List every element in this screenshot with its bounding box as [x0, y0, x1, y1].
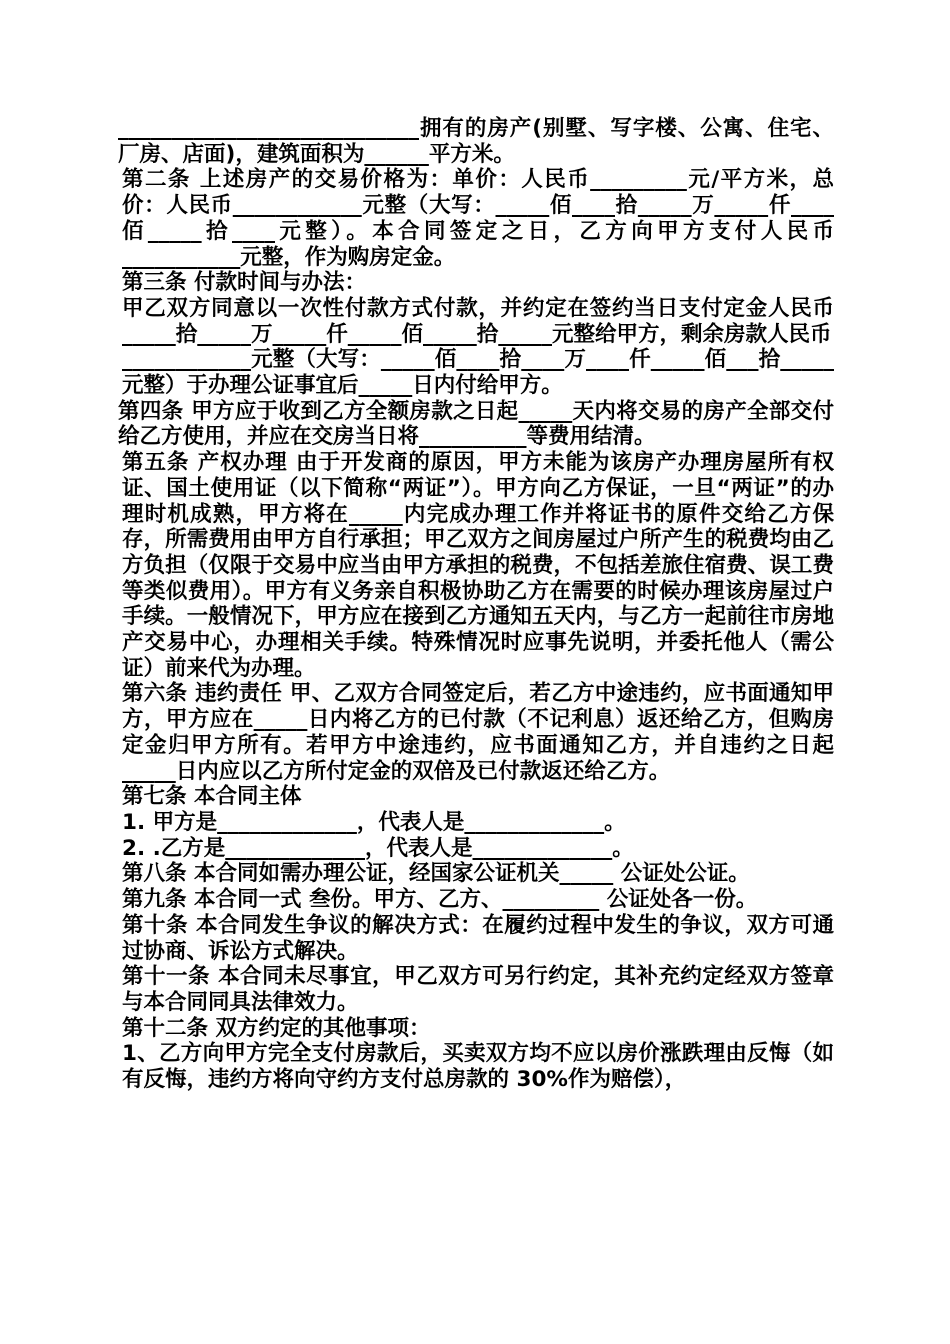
- article-7-item-2: 2. .乙方是_____________，代表人是_____________。: [122, 835, 634, 861]
- article-5: 第五条 产权办理 由于开发商的原因，甲方未能为该房产办理房屋所有权证、国土使用证（以下简称“两证”）。甲方向乙方保证，一旦“两证”的办理时机成熟，甲方将在_____内完成办理工作并将证书的原件交给乙方保存，所需费用由甲方自行承担；甲乙双方之间房屋过户所产生的税费均由乙方负担（仅限于交易中应当由甲方承担的税费，不包括差旅住宿费、误工费等类似费用）。甲方有义务亲自积极协助乙方在需要的时候办理该房屋过户手续。一般情况下，甲方应在接到乙方通知五天内，与乙方一起前往市房地产交易中心，办理相关手续。特殊情况时应事先说明，并委托他人（需公证）前来代为办理。: [122, 450, 834, 681]
- article-2: 第二条 上述房产的交易价格为：单价：人民币_________元/平方米，总价：人民币____________元整（大写：_____佰____拾_____万_____仟____佰_____拾____元整）。本合同签定之日，乙方向甲方支付人民币 ___________元整，作为购房定金。: [122, 167, 834, 270]
- article-4: 第四条 甲方应于收到乙方全额房款之日起_____天内将交易的房产全部交付给乙方使用，并应在交房当日将__________等费用结清。: [118, 398, 834, 450]
- article-3-continuation: ____________元整（大写：_____佰____拾____万____仟_____佰___拾_____元整）于办理公证事宜后_____日内付给甲方。: [122, 347, 834, 399]
- article-7-title: 第七条 本合同主体: [122, 784, 302, 810]
- article-6: 第六条 违约责任 甲、乙双方合同签定后，若乙方中途违约，应书面通知甲方，甲方应在_____日内将乙方的已付款（不记利息）返还给乙方，但购房定金归甲方所有。若甲方中途违约，应书面通知乙方，并自违约之日起_____日内应以乙方所付定金的双倍及已付款返还给乙方。: [122, 681, 834, 784]
- article-8: 第八条 本合同如需办理公证，经国家公证机关_____ 公证处公证。: [122, 861, 750, 887]
- article-9: 第九条 本合同一式 叁份。甲方、乙方、_________ 公证处各一份。: [122, 887, 758, 913]
- article-3-title: 第三条 付款时间与办法：: [122, 270, 366, 296]
- contract-body: [118, 116, 834, 1093]
- property-clause: ____________________________拥有的房产(别墅、写字楼、公寓、住宅、厂房、店面)，建筑面积为______平方米。: [118, 116, 834, 167]
- article-3-body: 甲乙双方同意以一次性付款方式付款，并约定在签约当日支付定金人民币_____拾_____万_____仟_____佰_____拾_____元整给甲方，剩余房款人民币: [122, 295, 834, 347]
- article-12-item-1: 1、乙方向甲方完全支付房款后，买卖双方均不应以房价涨跌理由反悔（如有反悔，违约方将向守约方支付总房款的 30%作为赔偿），: [122, 1041, 834, 1093]
- article-10: 第十条 本合同发生争议的解决方式：在履约过程中发生的争议，双方可通过协商、诉讼方式解决。: [122, 912, 834, 964]
- article-12-title: 第十二条 双方约定的其他事项：: [122, 1015, 431, 1041]
- article-11: 第十一条 本合同未尽事宜，甲乙双方可另行约定，其补充约定经双方签章与本合同同具法律效力。: [122, 964, 834, 1015]
- article-7-item-1: 1. 甲方是_____________，代表人是_____________。: [122, 809, 626, 835]
